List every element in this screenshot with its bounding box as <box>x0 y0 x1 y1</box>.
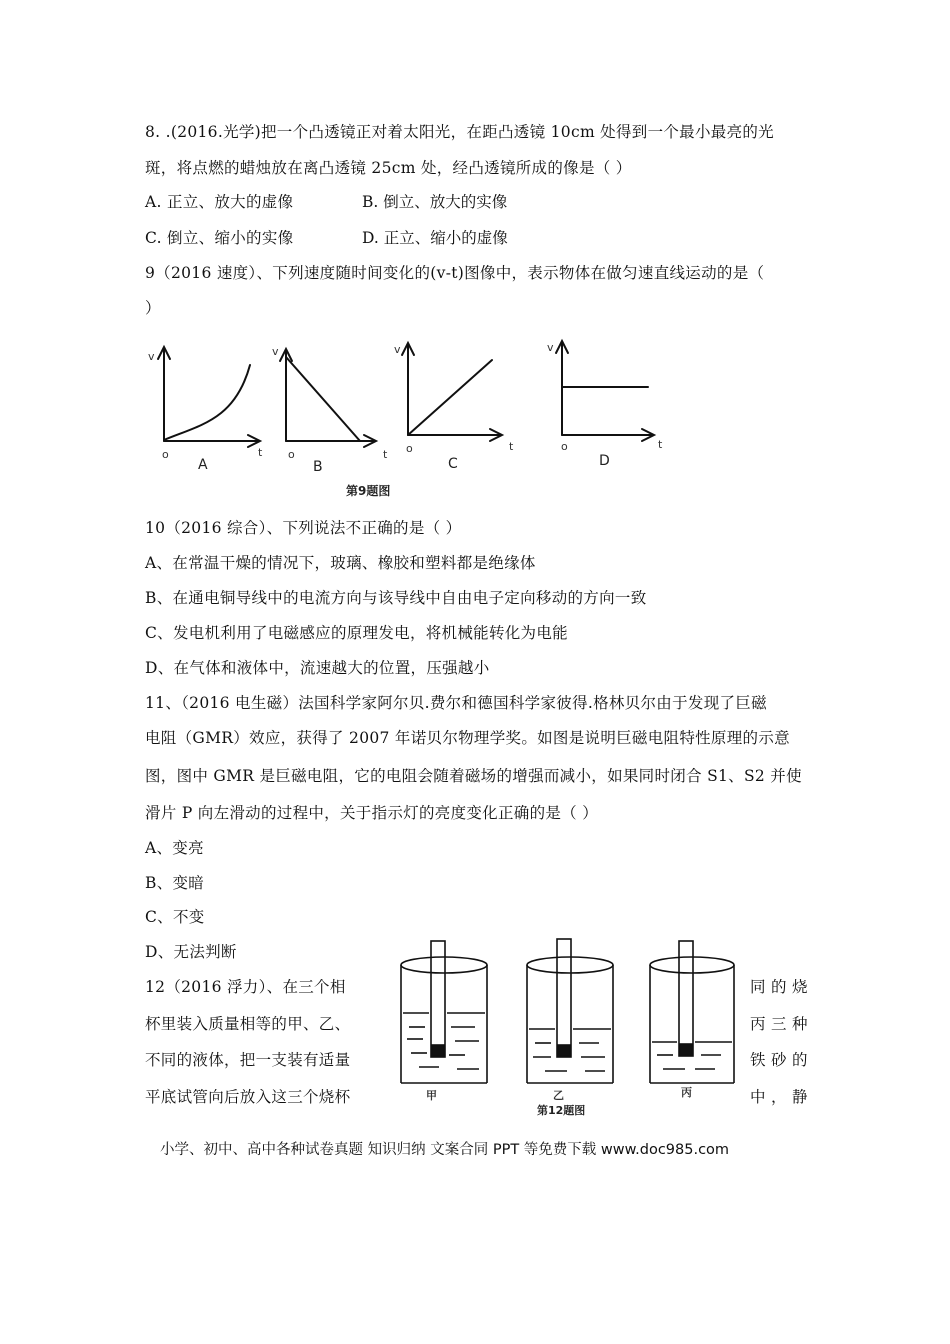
q9-stem-line1: 9（2016 速度）、下列速度随时间变化的(v-t)图像中，表示物体在做匀速直线运动的是（ <box>145 264 765 282</box>
q8-option-d: D. 正立、缩小的虚像 <box>362 229 508 247</box>
graph-b-letter: B <box>313 459 323 475</box>
q12-text-right-3: 铁 砂 的 <box>750 1051 808 1069</box>
graph-d-t-label: t <box>658 438 663 451</box>
graph-a-t-label: t <box>258 446 263 459</box>
graph-d-v-label: v <box>547 341 554 354</box>
q9-stem-line2: ） <box>145 299 161 317</box>
q10-option-d: D、在气体和液体中，流速越大的位置，压强越小 <box>145 659 490 677</box>
q10-option-b: B、在通电铜导线中的电流方向与该导线中自由电子定向移动的方向一致 <box>145 589 647 607</box>
beaker-jia-label: 甲 <box>426 1089 437 1102</box>
q9-figure-caption: 第9题图 <box>346 484 391 498</box>
q8-stem-line2: 斑，将点燃的蜡烛放在离凸透镜 25cm 处，经凸透镜所成的像是（ ） <box>145 159 632 177</box>
graph-c-t-label: t <box>509 440 514 453</box>
q12-text-right-2: 丙 三 种 <box>750 1015 808 1033</box>
q11-stem-line3: 图，图中 GMR 是巨磁电阻，它的电阻会随着磁场的增强而减小，如果同时闭合 S1、S2 并使 <box>145 767 802 785</box>
q8-option-a: A. 正立、放大的虚像 <box>145 193 294 211</box>
q12-text-left-1: 12（2016 浮力）、在三个相 <box>145 978 346 996</box>
q12-text-left-4: 平底试管向后放入这三个烧杯 <box>145 1088 351 1106</box>
beaker-jia <box>401 941 487 1083</box>
q10-stem: 10（2016 综合）、下列说法不正确的是（ ） <box>145 519 462 537</box>
q12-figure-caption: 第12题图 <box>537 1104 586 1117</box>
q11-stem-line2: 电阻（GMR）效应，获得了 2007 年诺贝尔物理学奖。如图是说明巨磁电阻特性原理的示意 <box>145 729 790 747</box>
graph-c <box>402 343 502 441</box>
graph-a <box>158 347 260 447</box>
graph-d-letter: D <box>599 453 610 469</box>
page-footer: 小学、初中、高中各种试卷真题 知识归纳 文案合同 PPT 等免费下载 www.doc985.com <box>160 1142 730 1158</box>
q10-option-c: C、发电机利用了电磁感应的原理发电，将机械能转化为电能 <box>145 624 568 642</box>
q8-option-c: C. 倒立、缩小的实像 <box>145 229 294 247</box>
q11-option-c: C、不变 <box>145 908 205 926</box>
graph-a-v-label: v <box>148 350 155 363</box>
q8-option-b: B. 倒立、放大的实像 <box>362 193 508 211</box>
graph-a-o-label: o <box>162 448 169 461</box>
beaker-yi-label: 乙 <box>553 1089 564 1102</box>
graph-b-v-label: v <box>272 345 279 358</box>
q12-text-left-2: 杯里装入质量相等的甲、乙、 <box>145 1015 351 1033</box>
graph-d-o-label: o <box>561 440 568 453</box>
graph-c-v-label: v <box>394 343 401 356</box>
q8-stem-line1: 8. .(2016.光学)把一个凸透镜正对着太阳光，在距凸透镜 10cm 处得到一个最小最亮的光 <box>145 123 774 141</box>
q11-option-d: D、无法判断 <box>145 943 237 961</box>
q11-option-a: A、变亮 <box>145 839 204 857</box>
graph-d <box>556 341 654 441</box>
graph-c-letter: C <box>448 456 458 472</box>
beaker-yi <box>527 939 613 1083</box>
graph-b-o-label: o <box>288 448 295 461</box>
q12-beakers-figure <box>395 935 735 1100</box>
q9-vt-graphs-figure <box>140 335 680 505</box>
q10-option-a: A、在常温干燥的情况下，玻璃、橡胶和塑料都是绝缘体 <box>145 554 536 572</box>
q11-option-b: B、变暗 <box>145 874 205 892</box>
graph-a-letter: A <box>198 457 208 473</box>
q11-stem-line1: 11、（2016 电生磁）法国科学家阿尔贝.费尔和德国科学家彼得.格林贝尔由于发现了巨磁 <box>145 694 767 712</box>
beaker-bing <box>650 941 734 1083</box>
graph-b <box>280 349 376 447</box>
q11-stem-line4: 滑片 P 向左滑动的过程中，关于指示灯的亮度变化正确的是（ ） <box>145 804 599 822</box>
graph-c-o-label: o <box>406 442 413 455</box>
q12-text-right-1: 同 的 烧 <box>750 978 808 996</box>
graph-b-t-label: t <box>383 448 388 461</box>
q12-text-left-3: 不同的液体，把一支装有适量 <box>145 1051 351 1069</box>
beaker-bing-label: 丙 <box>681 1086 692 1099</box>
q12-text-right-4: 中 ， 静 <box>750 1088 808 1106</box>
